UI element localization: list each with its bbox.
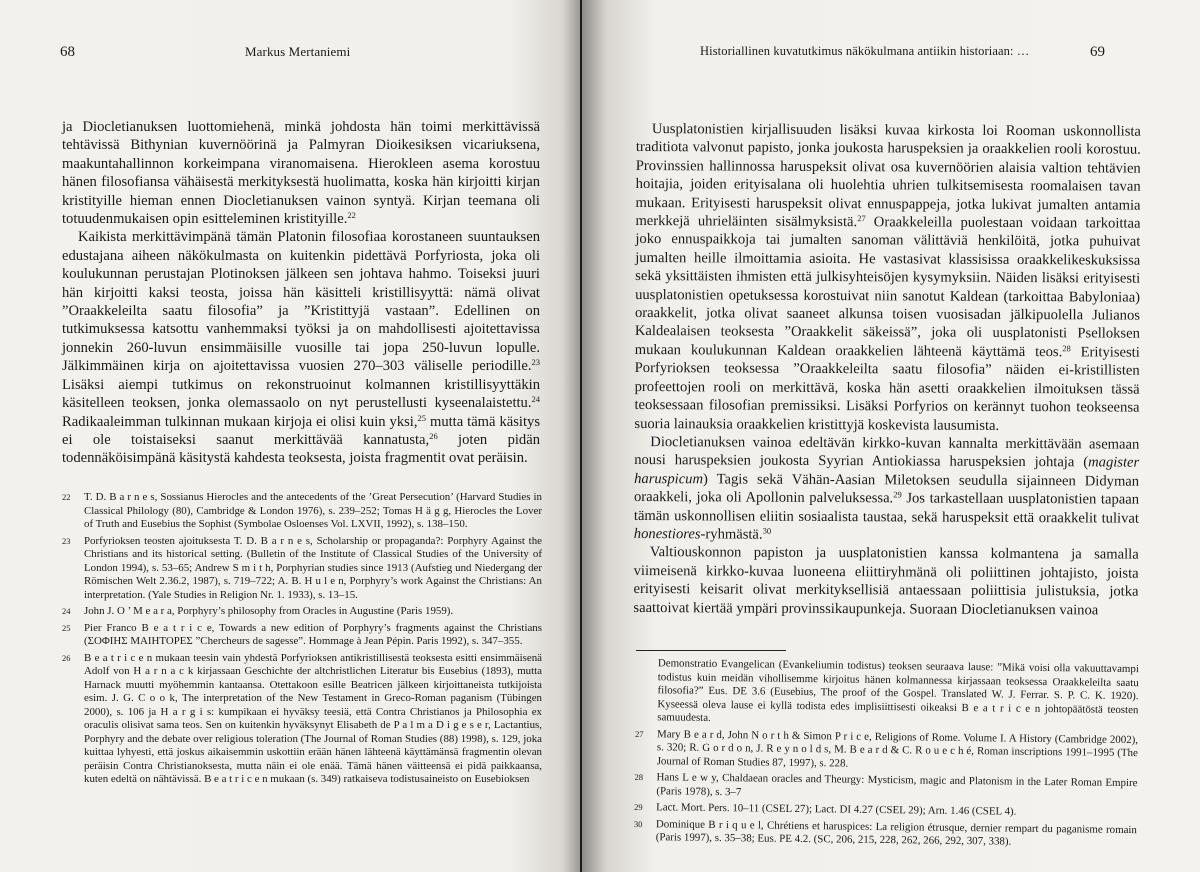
right-page: [582, 0, 1200, 872]
footnote-number: 26: [62, 652, 71, 663]
footnote-number: 28: [634, 771, 644, 783]
footnote-text: Hans L e w y, Chaldaean oracles and Theurgy: Mysticism, magic and Platonism in the Later Roman Empire (Paris 1978), s. 3–7: [656, 771, 1138, 798]
paragraph-text: Erityisesti Porfyrioksen teoksessa ”Oraakkeleilta saatu filosofia” näiden ei-kristillisten profeettojen rooli on merkittävä, koska hän asetti oraakkelien ilmoituksen tässä teoksessaan filosofian premissiksi. Lisäksi Porfyrios on kerännyt tuohon teokseensa suoria lainauksia oraakkelien kristittyjä koskevista lausumista.: [634, 344, 1140, 434]
footnote-number: 22: [62, 492, 71, 502]
footnote: [62, 535, 542, 603]
paragraph-text: -ryhmästä.: [700, 526, 763, 543]
paragraph-text: Radikaaleimman tulkinnan mukaan kirjoja ei olisi kuin yksi,: [62, 413, 418, 430]
footnote-text: T. D. B a r n e s, Sossianus Hierocles and the antecedents of the ’Great Persecution’ (Harvard Studies in Classical Philology (80), Cambridge & London 1976), s. 239–252; Tomas H ä g g, Hierocles the Lover of Truth and Eusebius the Sophist (Symbolae Osloenses Vol. LXVII, 1992), s. 138–150.: [84, 491, 542, 530]
paragraph-text: Oraakkeleilla puolestaan voidaan tarkoittaa joko ennuspaikkoja tai jumalten sanoman välittäviä henkilöitä, jotka puhuivat jumalten heille ilmoittamia asioita. He vastasivat klassisissa oraakkelikeskuksissa sekä yksittäisten ihmisten että julkisyhteisöjen kysymyksiin. Näiden lisäksi erityisesti uusplatonistien opetuksessa korostuivat niin sanotut Kaldean (tarkoittaa Babyloniaa) oraakkelit, jotka olivat saaneet alkunsa toisen vuosisadan jälkipuolella Julianos Kaldealaisen teoksesta ”Oraakkelit säkeissä”, joka oli uusplatonisti Pselloksen mukaan koulukunnan Kaldean oraakkelien lähteenä käyttämä teos.: [634, 214, 1141, 361]
footnote-text: Lact. Mort. Pers. 10–11 (CSEL 27); Lact. DI 4.27 (CSEL 29); Arn. 1.46 (CSEL 4).: [656, 801, 1017, 818]
footnote-ref: 25: [417, 412, 427, 423]
page-number: 69: [1090, 44, 1105, 60]
paragraph-text: ) Tagis sekä Vähän-Aasian Miletoksen seudulla sijainneen Didyman oraakkeli, joka oli Apollonin palveluksessa.: [633, 471, 1140, 507]
paragraph-text: mutta tämä käsitys ei ole toistaiseksi saanut merkittävää kannatusta,: [62, 413, 540, 448]
footnote: [62, 622, 542, 649]
paragraph: [634, 120, 1141, 436]
footnote-number: 23: [62, 535, 71, 546]
footnote-ref: 27: [857, 213, 866, 224]
paragraph-text: Valtiouskonnon papiston ja uusplatonistien kanssa kolmantena ja samalla viimeisenä kirkko-kuvaa luoneena eliittiryhmänä oli poliittinen johtajisto, joista erityisesti keisarit olivat merkityksellisiä antaessaan poliittisia julistuksia, jotka saattoivat kiertää ympäri provinssikaupunkeja. Suoraan Diocletianuksen vainoa: [633, 544, 1139, 618]
footnote-ref: 28: [1062, 343, 1071, 354]
paragraph: [62, 118, 540, 228]
body-text: [62, 118, 540, 468]
footnote-text: B e a t r i c e n mukaan teesin vain yhdestä Porfyrioksen antikristillisestä teoksesta esitti ensimmäisenä Adolf von H a r n a c k kirjassaan Geschichte der altchristlichen Literatur bis Eusebius (1893), mutta Harnack muutti myöhemmin kantaansa. Otettakoon esille Beatricen jälkeen kirjoittaneista tutkijoista esim. J. G. C o o k, The interpretation of the New Testament in Greco-Roman paganism (Tübingen 2000), s. 106 ja H a r g i s: kumpikaan ei hyväksy teesiä, että Contra Christianos ja Philosophia ex oraculis olisivat sama teos. Sen on kuitenkin hyväksynyt Elisabeth de P a l m a D i g e s e r, Lactantius, Porphyry and the debate over religious toleration (The Journal of Roman Studies (88) 1998), s. 129, joka kuittaa lyhyesti, että joskus aikaisemmin uskottiin erään hänen lähteenä käyttämänsä fragmentin olevan peräisin Contra Christianoksesta, mutta näin ei ole enää. Tämä hänen väitteensä ei pidä paikkaansa, kuten edeltä on nähtävissä. B e a t r i c e n mukaan (s. 349) ratkaiseva todistusaineisto on Eusebioksen: [84, 651, 542, 785]
footnote-ref: 23: [531, 357, 540, 368]
paragraph-text: Jos tarkastellaan uusplatonistien tapaan tämän uskonnollisen eliitin sosiaalista taustaa, sekä haruspeksit että oraakkelit tulivat: [633, 490, 1140, 527]
footnote-ref: 30: [762, 525, 772, 536]
footnote-rule: [636, 650, 786, 651]
footnote: [62, 605, 542, 619]
footnote-text: Pier Franco B e a t r i c e, Towards a new edition of Porphyry’s fragments against the Christians (ΣΟΦΙΗΣ ΜΑΙΗΤΟΡΕΣ ”Chercheurs de sagesse”. Hommage à Jean Pépin. Paris 1992), s. 347–355.: [84, 621, 542, 647]
footnote: [634, 817, 1137, 850]
footnote: [62, 491, 542, 532]
paragraph-text: joten pidän todennäköisimpänä käsitystä kahdesta teoksesta, joista fragmentit ovat peräisin.: [62, 431, 540, 467]
left-page: [0, 0, 580, 872]
footnote-text: Porfyrioksen teosten ajoituksesta T. D. B a r n e s, Scholarship or propaganda?: Porphyry Against the Christians and its historical setting. (Bulletin of the Institute of Classical Studies of the University of London 1994), s. 53–65; Andrew S m i t h, Porphyrian studies since 1913 (Aufstieg und Niedergang der Römischen Welt 2.36.2, 1987), s. 719–722; A. B. H u l e n, Porphyry’s work Against the Christians: An interpretation. (Yale Studies in Religion Nr. 1. 1933), s. 13–15.: [84, 534, 542, 601]
italic-term: magister haruspicum: [634, 454, 1140, 488]
footnote-text: Demonstratio Evangelican (Evankeliumin todistus) teoksen seuraava lause: ”Mikä voisi olla vakuuttavampi todistus kuin meidän vihollisemme kirjoitus hänen kolmannessa kirjassaan teoksessa Oraakkeleilta saatu filosofia?” Eus. DE 3.6 (Eusebius, The proof of the Gospel. Translated W. J. Ferrar. S. P. C. K. 1920). Kyseessä oleva lause ei kyllä todista edes implisiittisesti oikeaksi B e a t r i c e n johtopäätöstä teosten samuudesta.: [657, 657, 1139, 724]
footnote-number: 30: [633, 818, 643, 829]
paragraph-text: ja Diocletianuksen luottomiehenä, minkä johdosta hän toimi merkittävissä tehtävissä Bithynian kuvernöörinä ja Palmyran Dioikesiksen vicariuksena, maakuntahallinnon korkeimpana viranomaisena. Hierokleen asema korostuu hänen filosofiansa vähäisestä merkityksestä huolimatta, koska hän kirjoitti kirjan kristityille hieman ennen Diocletianuksen vainon syntyä. Kirjan teemana oli totuudenmukaisen opin esitteleminen kristityille.: [62, 119, 540, 228]
footnote: [635, 727, 1138, 774]
paragraph-text: Uusplatonistien kirjallisuuden lisäksi kuvaa kirkosta loi Rooman uskonnollista traditiota valvonut papisto, jonka joukosta haruspeksien ja oraakkelien rooli korostuu. Provinssien hallinnossa haruspeksit olivat osa kuvernöörien alaisia valtion tehtävien hoitajia, joiden erityisalana oli huolehtia uhrien tulkitsemisesta roomalaisen tavan mukaan. Erityisesti haruspeksit olivat ennuspappeja, jotka lukivat jumalten antamia merkkejä uhrieläinten sisälmyksistä.: [635, 121, 1141, 231]
paragraph-text: Diocletianuksen vainoa edeltävän kirkko-kuvan kannalta merkittävään asemaan nousi haruspeksien joukosta Syyrian Antiokiassa haruspeksien johtaja (: [634, 433, 1140, 471]
footnote-ref: 29: [893, 489, 902, 500]
footnote-text: Mary B e a r d, John N o r t h & Simon P r i c e, Religions of Rome. Volume I. A History (Cambridge 2002), s. 320; R. G o r d o n, J. R e y n o l d s, M. B e a r d & C. R o u e c h é, Roman inscriptions 1991–1995 (The Journal of Roman Studies 87, 1997), s. 228.: [656, 727, 1139, 770]
footnote-number: 24: [62, 606, 71, 616]
paragraph: [634, 433, 1140, 546]
footnote-ref: 26: [429, 430, 438, 441]
paragraph: [62, 228, 540, 467]
footnote-continuation: [635, 657, 1139, 731]
footnote-text: Dominique B r i q u e l, Chrétiens et haruspices: La religion étrusque, dernier rempart du paganisme romain (Paris 1997), s. 35–38; Eus. PE 4.2. (SC, 206, 215, 228, 262, 266, 292, 307, 338).: [655, 817, 1138, 848]
paragraph-text: Kaikista merkittävimpänä tämän Platonin filosofiaa korostaneen suuntauksen edustajana aiheen näkökulmasta on kuitenkin pidettävä Porfyriosta, joka oli koulukunnan perustajan Plotinoksen jälkeen sen johtava hahmo. Toiseksi juuri hän kirjoitti kaksi teosta, joissa hän käsitteli kristillisyyttä: nämä olivat ”Oraakkeleilta saatu filosofia” ja ”Kristittyjä vastaan”. Edellinen on tutkimuksessa katsottu vanhemmaksi työksi ja on mahdollisesti ajoitettavissa jonnekin 260-luvun ensimmäisille vuosille tai jopa 250-luvun lopulle. Jälkimmäinen kirja on ajoitettavissa vuosien 270–303 väliselle periodille.: [62, 229, 540, 375]
footnote: [634, 771, 1137, 804]
footnotes: [634, 657, 1139, 854]
italic-term: honestiores: [633, 525, 701, 543]
body-text: [633, 120, 1141, 620]
footnote-number: 25: [62, 622, 71, 633]
footnote-text: John J. O ’ M e a r a, Porphyry’s philosophy from Oracles in Augustine (Paris 1959).: [84, 605, 454, 617]
footnote-number: 29: [634, 801, 643, 813]
footnote-ref: 24: [531, 394, 540, 405]
footnote-ref: 22: [347, 210, 356, 221]
paragraph: [633, 543, 1138, 619]
footnote-number: 27: [635, 728, 644, 739]
footnote: [62, 652, 542, 787]
running-head: Markus Mertaniemi: [245, 44, 351, 59]
running-head: Historiallinen kuvatutkimus näkökulmana antiikin historiaan: …: [700, 44, 1030, 58]
footnotes: [62, 491, 542, 790]
page-number: 68: [60, 44, 75, 60]
paragraph-text: Lisäksi aiempi tutkimus on rekonstruoinut kolmannen kristillisyyttäkin käsitelleen teoksen, jonka olemassaolo on nyt perustellusti kyseenalaistettu.: [62, 376, 540, 412]
